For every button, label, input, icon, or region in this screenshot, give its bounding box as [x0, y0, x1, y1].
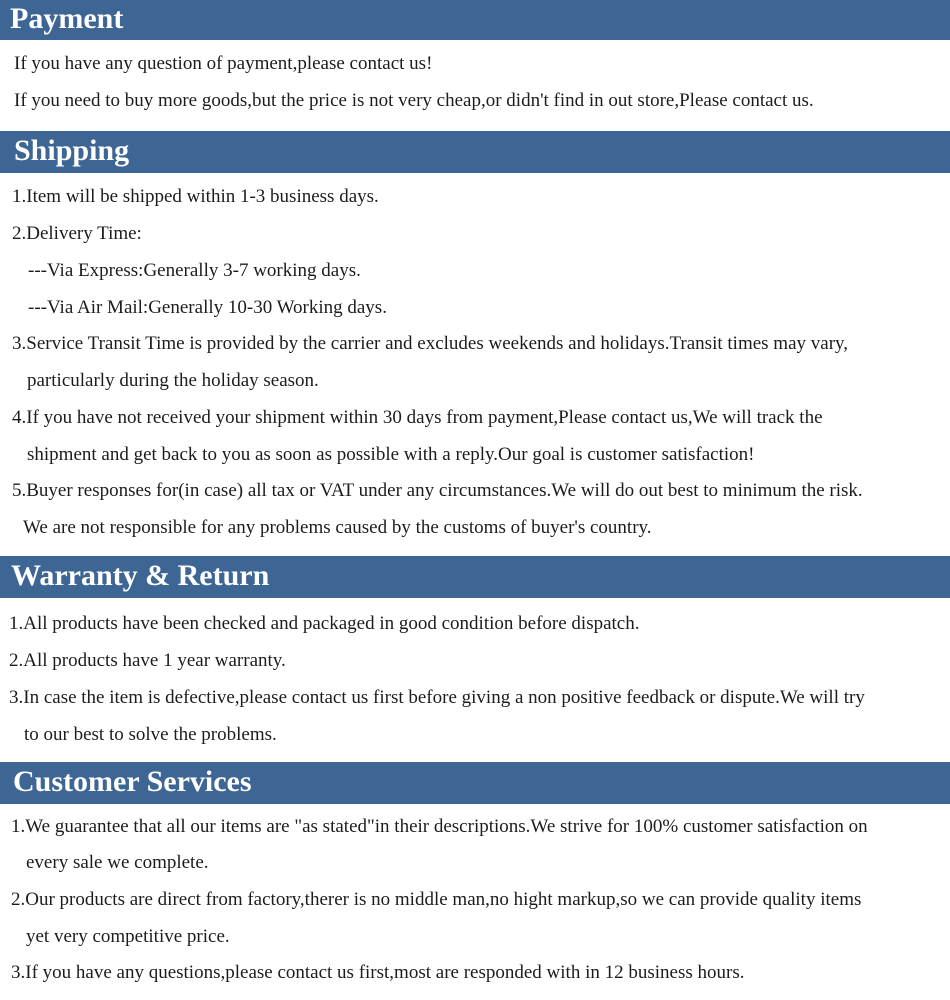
customer-services-header: [0, 762, 950, 804]
shipping-line-4: ---Via Air Mail:Generally 10-30 Working days.: [28, 297, 387, 318]
customer-services-line-2: every sale we complete.: [26, 852, 209, 873]
payment-line-2: If you need to buy more goods,but the price is not very cheap,or didn't find in out store,Please contact us.: [14, 90, 814, 111]
warranty-line-1: 1.All products have been checked and packaged in good condition before dispatch.: [9, 613, 640, 634]
shipping-line-6: particularly during the holiday season.: [27, 370, 319, 391]
shipping-line-2: 2.Delivery Time:: [12, 223, 142, 244]
payment-header: [0, 0, 950, 40]
warranty-header: [0, 556, 950, 598]
shipping-line-5: 3.Service Transit Time is provided by the carrier and excludes weekends and holidays.Transit times may vary,: [12, 333, 849, 354]
customer-services-line-1: 1.We guarantee that all our items are "as stated"in their descriptions.We strive for 100% customer satisfaction on: [11, 816, 868, 837]
warranty-line-2: 2.All products have 1 year warranty.: [9, 650, 286, 671]
payment-title: Payment: [10, 2, 124, 35]
customer-services-line-5: 3.If you have any questions,please contact us first,most are responded with in 12 business hours.: [11, 962, 745, 983]
shipping-line-3: ---Via Express:Generally 3-7 working days.: [28, 260, 361, 281]
shipping-line-8: shipment and get back to you as soon as possible with a reply.Our goal is customer satisfaction!: [27, 444, 755, 465]
payment-line-1: If you have any question of payment,please contact us!: [14, 53, 433, 74]
customer-services-title: Customer Services: [13, 765, 252, 798]
shipping-title: Shipping: [14, 134, 130, 167]
shipping-header: [0, 131, 950, 173]
customer-services-line-4: yet very competitive price.: [26, 926, 230, 947]
shipping-line-7: 4.If you have not received your shipment within 30 days from payment,Please contact us,We will track the: [12, 407, 823, 428]
warranty-title: Warranty & Return: [11, 559, 270, 592]
shipping-line-9: 5.Buyer responses for(in case) all tax or VAT under any circumstances.We will do out best to minimum the risk.: [12, 480, 863, 501]
shipping-line-1: 1.Item will be shipped within 1-3 business days.: [12, 186, 379, 207]
customer-services-line-3: 2.Our products are direct from factory,therer is no middle man,no hight markup,so we can provide quality items: [11, 889, 862, 910]
warranty-line-4: to our best to solve the problems.: [24, 724, 277, 745]
warranty-line-3: 3.In case the item is defective,please contact us first before giving a non positive feedback or dispute.We will try: [9, 687, 865, 708]
shipping-line-10: We are not responsible for any problems caused by the customs of buyer's country.: [23, 517, 652, 538]
